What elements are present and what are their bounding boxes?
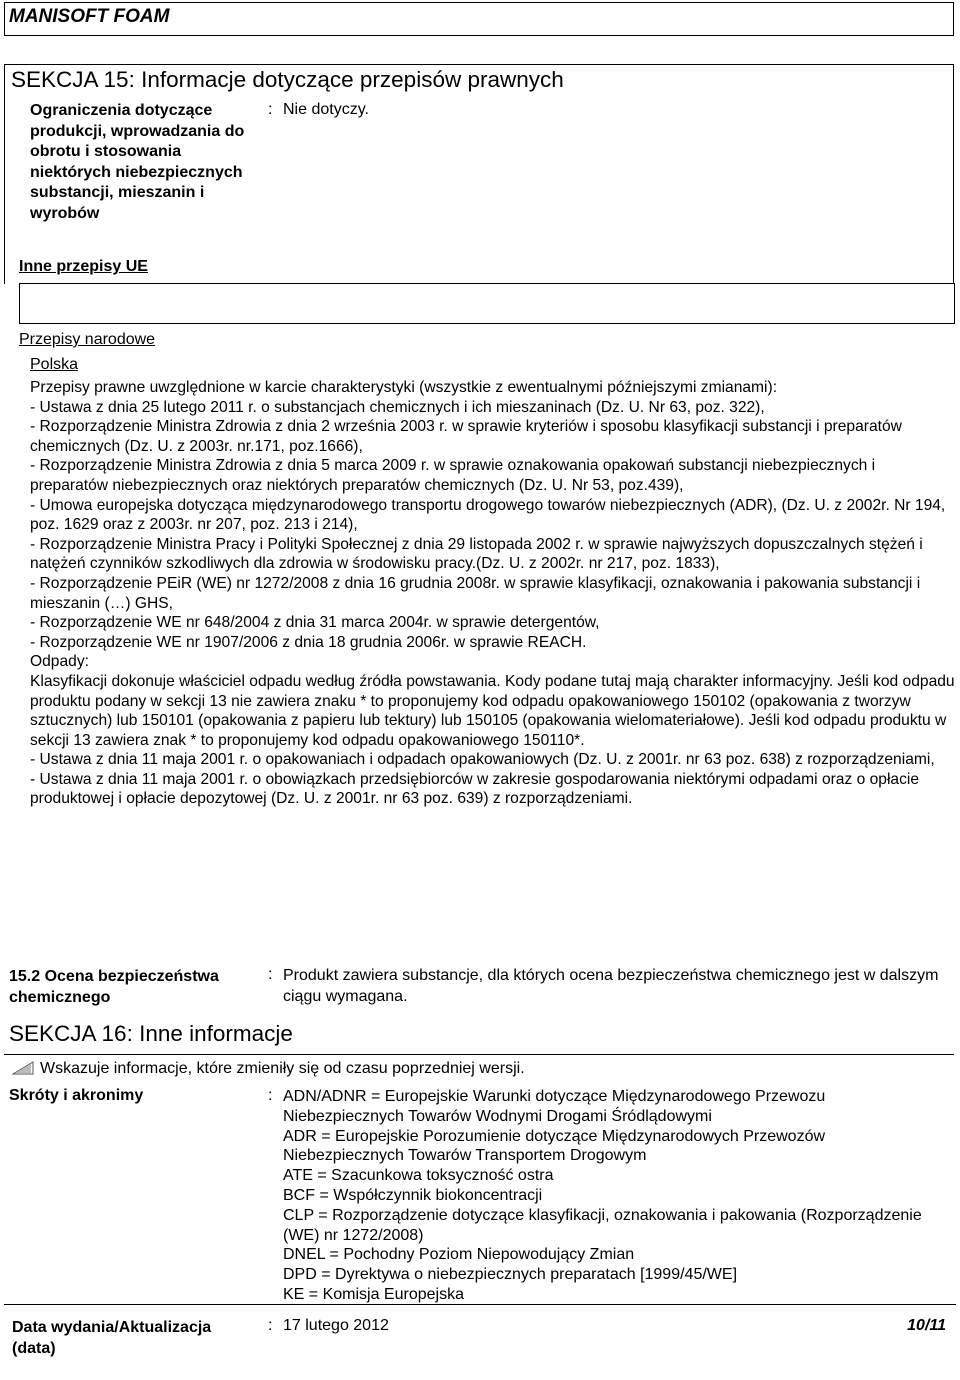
regulation-item: - Umowa europejska dotycząca międzynarodowego transportu drogowego towarów niebezpiecznych (ADR), (Dz. U. z 2002r. Nr 194, poz. 1629 oraz z 2003r. nr 207, poz. 213 i 214), [30,496,946,534]
abbreviation-item: DPD = Dyrektywa o niebezpiecznych preparatach [1999/45/WE] [283,1266,738,1284]
abbreviation-item: DNEL = Pochodny Poziom Niepowodujący Zmian [283,1246,635,1264]
issue-date-colon: : [268,1317,273,1334]
waste-heading: Odpady: [30,653,89,671]
issue-date-value: 17 lutego 2012 [283,1317,389,1334]
restrictions-label: Ograniczenia dotyczące produkcji, wprowadzania do obrotu i stosowania niektórych niebezpiecznych substancji, mieszanin i wyrobów [30,102,245,222]
abbreviations-label: Skróty i akronimy [9,1087,144,1104]
changes-note: Wskazuje informacje, które zmieniły się od czasu poprzedniej wersji. [40,1060,525,1077]
page-number: 10/11 [907,1317,946,1334]
abbreviation-item: KE = Komisja Europejska [283,1285,464,1303]
chemical-safety-assessment-value: Produkt zawiera substancje, dla których ocena bezpieczeństwa chemicznego jest w dalszym ciągu wymagana. [283,967,939,1005]
regulation-item: - Ustawa z dnia 11 maja 2001 r. o opakowaniach i odpadach opakowaniowych (Dz. U. z 2001r. nr 63 poz. 638) z rozporządzeniami, [30,751,935,769]
issue-date-label: Data wydania/Aktualizacja (data) [12,1319,212,1357]
regulation-item: - Ustawa z dnia 25 lutego 2011 r. o substancjach chemicznych i ich mieszaninach (Dz. U. Nr 63, poz. 322), [30,398,765,416]
restrictions-value: Nie dotyczy. [283,101,369,118]
abbreviation-item: ADN/ADNR = Europejskie Warunki dotyczące Międzynarodowego Przewozu Niebezpiecznych Towarów Wodnymi Drogami Śródlądowymi [283,1088,826,1125]
regulation-item: - Rozporządzenie Ministra Zdrowia z dnia 5 marca 2009 r. w sprawie oznakowania opakowań substancji niebezpiecznych i preparatów niebezpiecznych oraz niektórych preparatów chemicznych (Dz. U. Nr 53, poz.439), [30,457,876,494]
changed-info-triangle-icon [12,1061,34,1075]
regulations-text [30,378,956,809]
national-regulations-label: Przepisy narodowe [19,331,156,348]
regulation-item: - Rozporządzenie WE nr 1907/2006 z dnia 18 grudnia 2006r. w sprawie REACH. [30,633,587,651]
section-15-title: SEKCJA 15: Informacje dotyczące przepisów prawnych [11,67,564,92]
country-label: Polska [30,356,79,373]
other-eu-regulations-label: Inne przepisy UE [19,258,148,275]
abbreviation-item: ADR = Europejskie Porozumienie dotyczące Międzynarodowych Przewozów Niebezpiecznych Towarów Transportem Drogowym [283,1127,826,1165]
waste-paragraph: Klasyfikacji dokonuje właściciel odpadu według źródła powstawania. Kody podane tutaj mają charakter informacyjny. Jeśli kod odpadu produktu podany w sekcji 13 nie zawiera znaku * to proponujemy kod odpadu opakowaniowego 150102 (opakowania z tworzyw sztucznych) lub 150101 (opakowania z papieru lub tektury) lub 150105 (opakowania wielomateriałowe). Jeśli kod odpadu produktu w sekcji 13 zawiera znak * to proponujemy kod odpadu opakowaniowego 150110*. [30,672,955,749]
chemical-safety-assessment-label: 15.2 Ocena bezpieczeństwa chemicznego [9,968,219,1006]
abbreviation-item: ATE = Szacunkowa toksyczność ostra [283,1167,554,1185]
abbreviations-colon: : [268,1087,273,1104]
section-16-title: SEKCJA 16: Inne informacje [9,1021,293,1046]
abbreviation-item: BCF = Współczynnik biokoncentracji [283,1186,543,1204]
abbreviation-item: CLP = Rozporządzenie dotyczące klasyfikacji, oznakowania i pakowania (Rozporządzenie (WE) nr 1272/2008) [283,1206,922,1244]
product-name: MANISOFT FOAM [9,6,170,27]
other-eu-regulations-box [19,283,955,324]
chemical-safety-assessment-colon: : [268,966,273,983]
regulations-intro: Przepisy prawne uwzględnione w karcie charakterystyki (wszystkie z ewentualnymi późniejszymi zmianami): [30,379,778,396]
regulation-item: - Rozporządzenie Ministra Pracy i Polityki Społecznej z dnia 29 listopada 2002 r. w sprawie najwyższych dopuszczalnych stężeń i natężeń czynników szkodliwych dla zdrowia w środowisku pracy.(Dz. U. z 2002r. nr 217, poz. 1833), [30,535,923,573]
restrictions-colon: : [268,101,273,118]
regulation-item: - Rozporządzenie WE nr 648/2004 z dnia 31 marca 2004r. w sprawie detergentów, [30,614,600,632]
abbreviations-list [283,1087,943,1305]
regulation-item: - Ustawa z dnia 11 maja 2001 r. o obowiązkach przedsiębiorców w zakresie gospodarowania niektórymi odpadami oraz o opłacie produktowej i opłacie depozytowej (Dz. U. z 2001r. nr 63 poz. 639) z rozporządzeniami. [30,770,920,808]
regulation-item: - Rozporządzenie PEiR (WE) nr 1272/2008 z dnia 16 grudnia 2008r. w sprawie klasyfikacji, oznakowania i pakowania substancji i mieszanin (…) GHS, [30,574,921,612]
regulation-item: - Rozporządzenie Ministra Zdrowia z dnia 2 września 2003 r. w sprawie kryteriów i sposobu klasyfikacji substancji i preparatów chemicznych (Dz. U. z 2003r. nr.171, poz.1666), [30,418,902,455]
footer-divider [4,1304,956,1305]
